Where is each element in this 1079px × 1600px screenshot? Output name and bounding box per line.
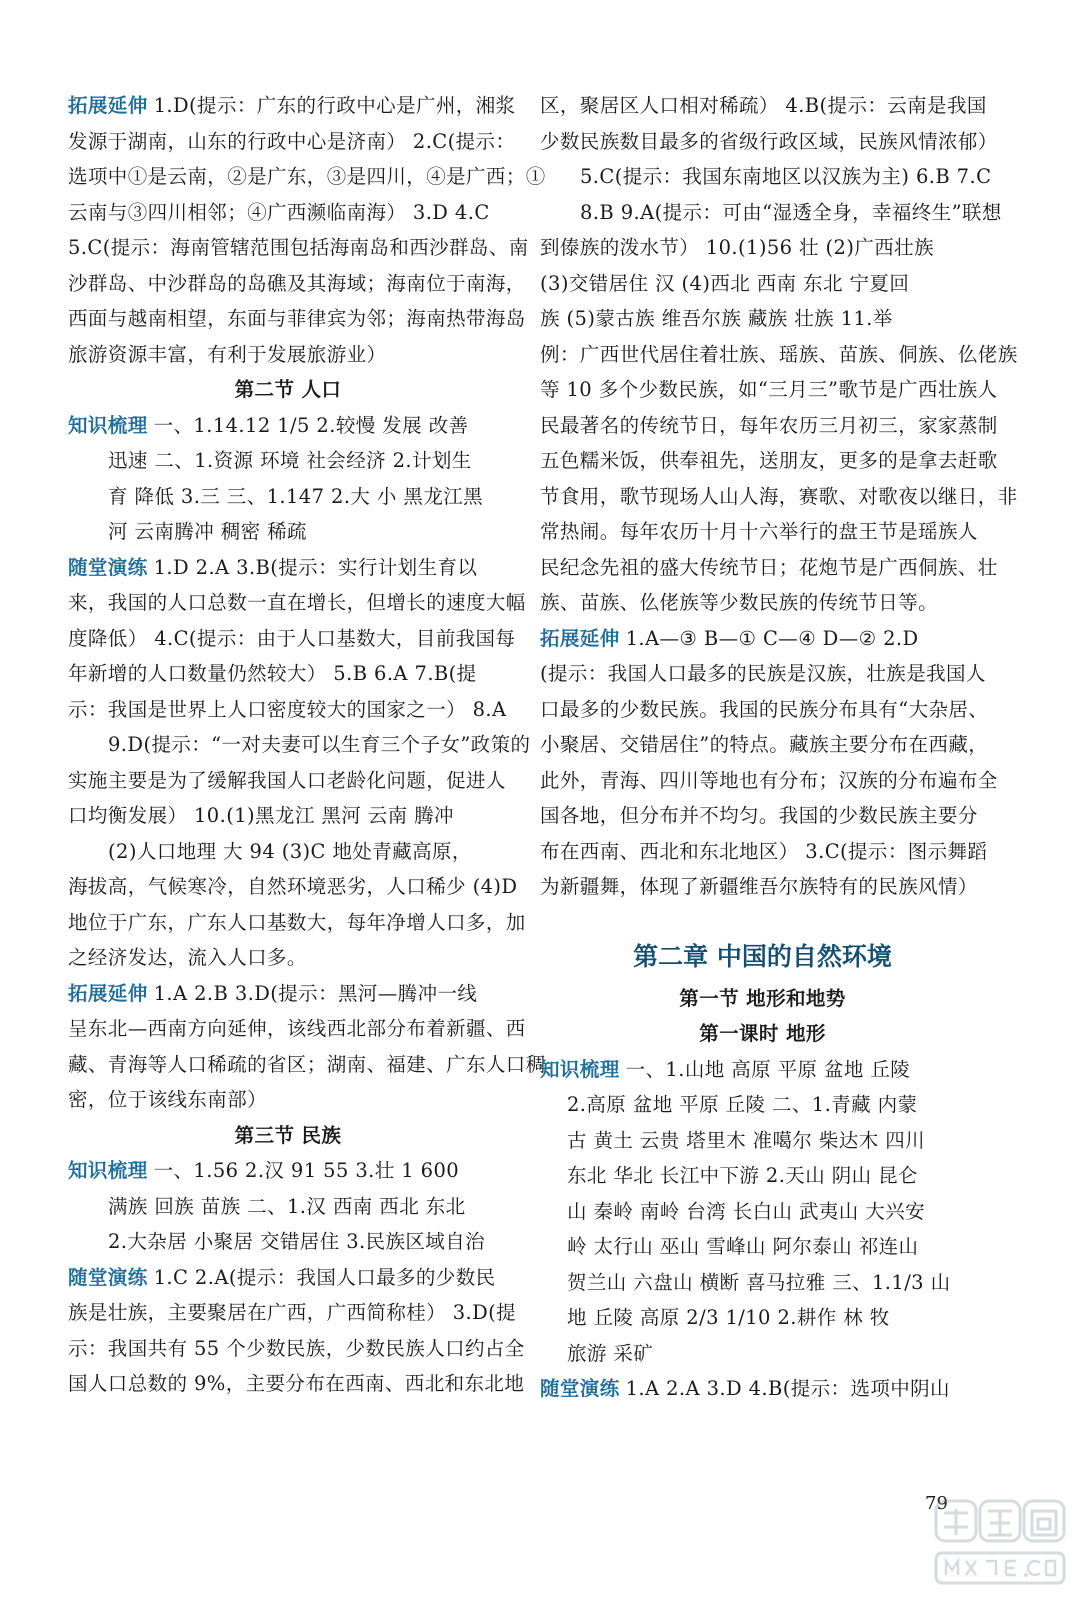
answer-text: 沙群岛、中沙群岛的岛礁及其海域；海南位于南海， [68,271,526,295]
answer-text: 河 云南腾冲 稠密 稀疏 [108,520,307,543]
answer-text: 东北 华北 长江中下游 2.天山 阴山 昆仑 [567,1164,918,1187]
answer-text: 满族 回族 苗族 二、1.汉 西南 西北 东北 [108,1194,466,1218]
answer-text: 国人口总数的 9%，主要分布在西南、西北和东北地 [68,1372,525,1395]
answer-line [540,656,985,692]
answer-line [540,1123,985,1159]
answer-line [68,1189,508,1225]
answer-text: 1.A 2.B 3.D(提示：黑河—腾冲一线 [153,981,478,1005]
right-column [540,88,1018,1407]
answer-line [68,443,508,479]
answer-text: 9.D(提示：“一对夫妻可以生育三个子女”政策的 [108,733,531,756]
answer-text: 国各地，但分布并不均匀。我国的少数民族主要分 [540,804,978,827]
answer-line [68,621,516,657]
answer-text: 示：我国是世界上人口密度较大的国家之一） 8.A [68,697,507,721]
answer-text: 迅速 二、1.资源 环境 社会经济 2.计划生 [108,449,472,472]
answer-line [540,1265,985,1301]
answer-line [540,869,985,905]
answer-line [68,88,516,124]
answer-line [540,1371,985,1407]
section-tag: 随堂演练 [68,1265,148,1289]
answer-line [68,727,531,763]
answer-text: 1.D(提示：广东的行政中心是广州，湘浆 [153,94,516,117]
answer-text: 密，位于该线东南部） [68,1088,268,1111]
answer-line [540,159,992,195]
answer-line [68,798,508,834]
answer-line [68,1047,546,1083]
section-tag: 拓展延伸 [68,981,148,1005]
answer-line [68,159,546,195]
answer-line [68,479,508,515]
answer-line [540,550,998,586]
answer-text: 节食用，歌节现场人山人海，赛歌、对歌夜以继日，非 [540,484,1018,508]
answer-text: (提示：我国人口最多的民族是汉族，壮族是我国人 [540,662,986,685]
answer-line [540,479,1018,515]
page-number: 79 [925,1493,948,1514]
answer-line [68,124,516,160]
answer-line [540,585,985,621]
chapter-title: 第二章 中国的自然环境 [633,941,892,971]
answer-text: 口最多的少数民族。我国的民族分布具有“大杂居、 [540,697,989,721]
answer-text: 民最著名的传统节日，每年农历三月初三，家家蒸制 [540,413,998,437]
answer-line [68,1011,526,1047]
answer-text: 区，聚居区人口相对稀疏） 4.B(提示：云南是我国 [540,94,987,117]
answer-line [540,763,998,799]
section-tag: 知识梳理 [540,1057,620,1081]
answer-line [68,1331,525,1367]
section-tag: 知识梳理 [68,1159,148,1182]
answer-text: (2)人口地理 大 94 (3)C 地处青藏高原， [108,839,472,863]
answer-line [540,798,985,834]
answer-text: 度降低） 4.C(提示：由于人口基数大，目前我国每 [68,626,516,650]
answer-line [68,763,508,799]
left-column [68,88,546,1402]
answer-line [68,408,508,444]
answer-text: 族 (5)蒙古族 维吾尔族 藏族 壮族 11.举 [540,307,893,330]
answer-text: 一、1.14.12 1/5 2.较慢 发展 改善 [153,413,469,437]
answer-text: 西面与越南相望，东面与菲律宾为邻；海南热带海岛 [68,307,526,330]
answer-line [540,124,998,160]
answer-line [68,514,508,550]
answer-line [540,1052,985,1088]
answer-line [540,443,998,479]
section-heading: 第二节 人口 [234,378,342,401]
answer-text: 布在西南、西北和东北地区） 3.C(提示：图示舞蹈 [540,839,988,863]
section-tag: 拓展延伸 [540,626,620,650]
answer-text: 少数民族数目最多的省级行政区域，民族风情浓郁） [540,129,998,153]
answer-text: 示：我国共有 55 个少数民族，少数民族人口约占全 [68,1336,525,1360]
answer-line [540,834,988,870]
answer-text: 族是壮族，主要聚居在广西，广西简称桂） 3.D(提 [68,1301,517,1324]
answer-line [540,266,985,302]
answer-line [68,869,518,905]
answer-line [540,514,985,550]
answer-line [540,727,989,763]
answer-line [68,1366,525,1402]
answer-text: 旅游资源丰富，有利于发展旅游业） [68,342,387,366]
section-heading: 第三节 民族 [234,1123,342,1147]
answer-line [540,301,985,337]
answer-text: 5.C(提示：我国东南地区以汉族为主) 6.B 7.C [580,165,992,188]
answer-text: 1.C 2.A(提示：我国人口最多的少数民 [153,1265,496,1289]
answer-line [68,195,508,231]
answer-text: 1.A—③ B—① C—④ D—② 2.D [625,626,919,650]
answer-line [68,1260,508,1296]
answer-text: 藏、青海等人口稀疏的省区；湖南、福建、广东人口稠 [68,1052,546,1076]
answer-text: 一、1.山地 高原 平原 盆地 丘陵 [625,1057,911,1081]
answer-line [68,656,508,692]
answer-text: 2.大杂居 小聚居 交错居住 3.民族区域自治 [108,1230,486,1253]
answer-text: 贺兰山 六盘山 横断 喜马拉雅 三、1.1/3 山 [567,1270,951,1294]
answer-text: 8.B 9.A(提示：可由“湿透全身，幸福终生”联想 [580,200,1002,224]
answer-line [540,195,1002,231]
answer-line [540,337,1018,373]
answer-text: 2.高原 盆地 平原 丘陵 二、1.青藏 内蒙 [567,1093,918,1116]
answer-line [540,408,998,444]
answer-text: 岭 太行山 巫山 雪峰山 阿尔泰山 祁连山 [567,1235,919,1258]
answer-text: 为新疆舞，体现了新疆维吾尔族特有的民族风情） [540,875,978,898]
answer-text: 海拔高，气候寒冷，自然环境恶劣，人口稀少 (4)D [68,875,518,898]
answer-text: 之经济发达，流入人口多。 [68,946,307,969]
answer-line [68,337,508,373]
answer-text: 口均衡发展） 10.(1)黑龙江 黑河 云南 腾冲 [68,804,454,827]
section-tag: 拓展延伸 [68,94,148,117]
answer-line [68,301,526,337]
answer-line [68,692,508,728]
answer-line [68,230,529,266]
answer-line [68,1153,508,1189]
answer-text: 地位于广东，广东人口基数大，每年净增人口多，加 [68,910,526,934]
answer-line [540,621,985,657]
answer-text: 古 黄土 云贵 塔里木 准噶尔 柴达木 四川 [567,1128,925,1152]
answer-line [540,372,998,408]
answer-line [68,585,526,621]
answer-text: 等 10 多个少数民族，如“三月三”歌节是广西壮族人 [540,378,998,401]
answer-line [540,230,985,266]
answer-text: 小聚居、交错居住”的特点。藏族主要分布在西藏， [540,733,989,756]
answer-line [68,905,526,941]
answer-text: 此外，青海、四川等地也有分布；汉族的分布遍布全 [540,768,998,792]
answer-line [68,1082,508,1118]
answer-text: 1.D 2.A 3.B(提示：实行计划生育以 [153,555,478,579]
answer-line [540,1158,985,1194]
answer-text: 族、苗族、仫佬族等少数民族的传统节日等。 [540,591,939,614]
answer-line [540,88,985,124]
answer-line [68,266,526,302]
answer-text: 民纪念先祖的盛大传统节日；花炮节是广西侗族、壮 [540,555,998,579]
answer-text: 山 秦岭 南岭 台湾 长白山 武夷山 大兴安 [567,1199,925,1223]
answer-text: 例：广西世代居住着壮族、瑶族、苗族、侗族、仫佬族 [540,342,1018,366]
answer-line [68,976,508,1012]
answer-text: 云南与③四川相邻；④广西濒临南海） 3.D 4.C [68,200,490,224]
answer-text: 育 降低 3.三 三、1.147 2.大 小 黑龙江黑 [108,484,484,508]
answer-text: 5.C(提示：海南管辖范围包括海南岛和西沙群岛、南 [68,236,529,259]
answer-line [540,1229,985,1265]
answer-text: 呈东北—西南方向延伸，该线西北部分布着新疆、西 [68,1017,526,1040]
answer-line [540,1336,985,1372]
answer-text: 实施主要是为了缓解我国人口老龄化问题，促进人 [68,768,506,792]
answer-text: 地 丘陵 高原 2/3 1/10 2.耕作 林 牧 [567,1306,890,1329]
answer-line [540,1194,985,1230]
answer-text: 1.A 2.A 3.D 4.B(提示：选项中阴山 [625,1377,950,1400]
answer-line [540,692,989,728]
section-tag: 随堂演练 [68,555,148,579]
answer-line [68,940,508,976]
section-heading: 第一课时 地形 [699,1022,826,1045]
answer-text: 旅游 采矿 [567,1341,654,1365]
answer-text: 到傣族的泼水节） 10.(1)56 壮 (2)广西壮族 [540,236,934,259]
answer-line [540,1087,985,1123]
section-heading: 第一节 地形和地势 [679,986,846,1010]
answer-text: 常热闹。每年农历十月十六举行的盘王节是瑶族人 [540,520,978,543]
section-tag: 知识梳理 [68,413,148,437]
answer-text: 年新增的人口数量仍然较大） 5.B 6.A 7.B(提 [68,662,477,685]
answer-text: 选项中①是云南，②是广东，③是四川，④是广西；① [68,165,546,188]
answer-text: 来，我国的人口总数一直在增长，但增长的速度大幅 [68,591,526,614]
answer-text: 一、1.56 2.汉 91 55 3.壮 1 600 [153,1159,460,1182]
answer-line [68,1224,508,1260]
answer-line [68,1295,517,1331]
answer-text: 五色糯米饭，供奉祖先，送朋友，更多的是拿去赶歌 [540,449,998,472]
answer-line [540,1300,985,1336]
answer-text: (3)交错居住 汉 (4)西北 西南 东北 宁夏回 [540,271,910,295]
answer-line [68,834,508,870]
answer-line [68,550,508,586]
section-tag: 随堂演练 [540,1377,620,1400]
answer-text: 发源于湖南，山东的行政中心是济南） 2.C(提示： [68,129,516,153]
watermark-logo [930,1497,1070,1592]
